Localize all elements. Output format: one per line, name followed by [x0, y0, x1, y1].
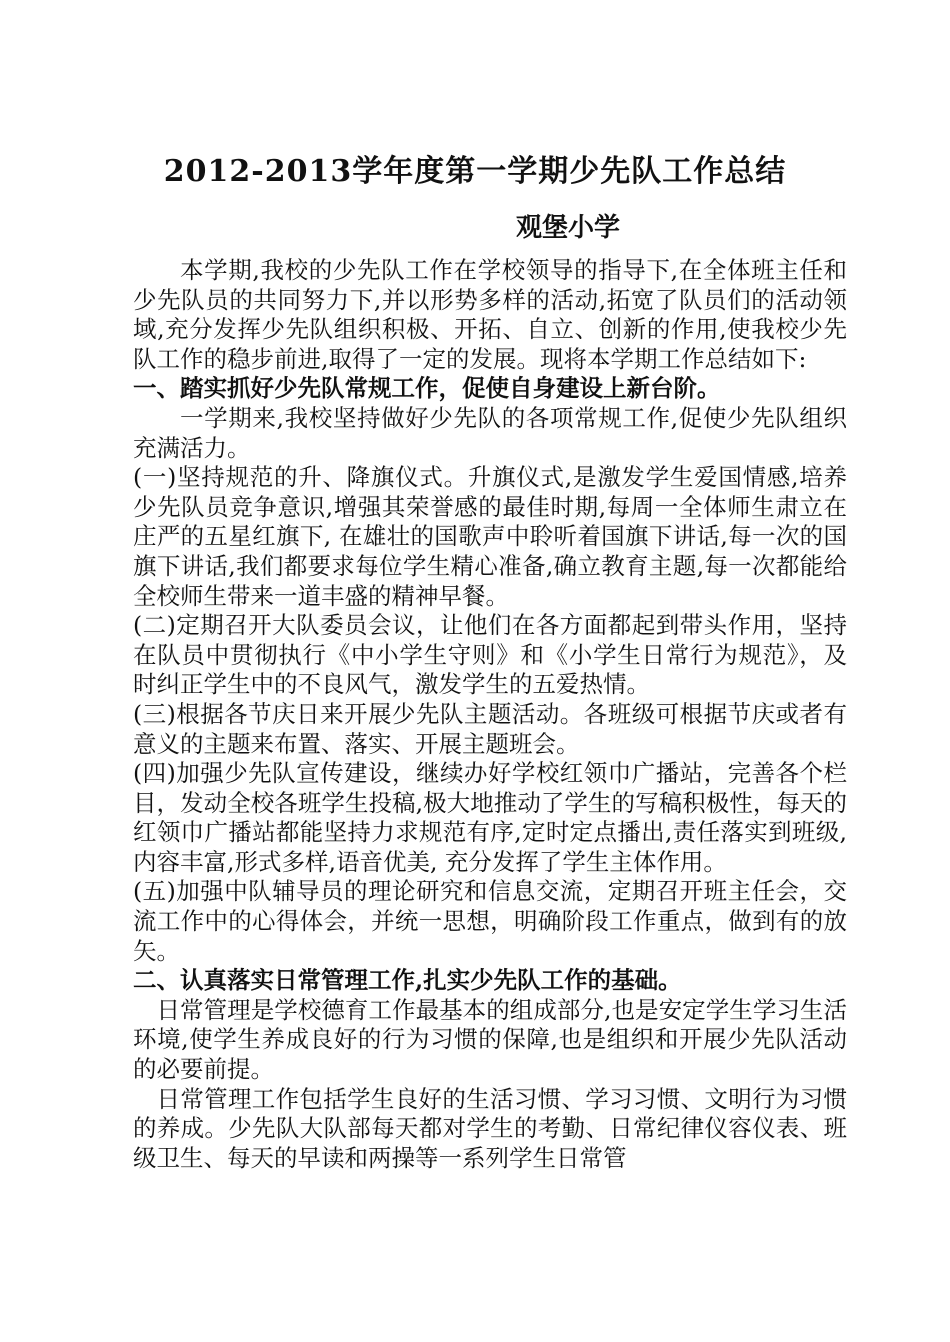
section-2-paragraph-1: 日常管理是学校德育工作最基本的组成部分,也是安定学生学习生活环境,使学生养成良好的行为习惯的保障,也是组织和开展少先队活动的必要前提。	[133, 995, 847, 1084]
section-2-paragraph-2: 日常管理工作包括学生良好的生活习惯、学习习惯、文明行为习惯的养成。少先队大队部每天都对学生的考勤、日常纪律仪容仪表、班级卫生、每天的早读和两操等一系列学生日常管	[133, 1084, 847, 1172]
item-3-paragraph: (三)根据各节庆日来开展少先队主题活动。各班级可根据节庆或者有意义的主题来布置、落实、开展主题班会。	[133, 699, 847, 758]
school-name: 观堡小学	[515, 213, 620, 243]
section-heading-1: 一、踏实抓好少先队常规工作，促使自身建设上新台阶。	[133, 374, 721, 403]
item-1-paragraph: (一)坚持规范的升、降旗仪式。升旗仪式,是激发学生爱国情感,培养少先队员竞争意识,增强其荣誉感的最佳时期,每周一全体师生肃立在庄严的五星红旗下, 在雄壮的国歌声中聆听着国旗下讲话,每一次的国旗下讲话,我们都要求每位学生精心准备,确立教育主题,每一次都能给全校师生带来一道丰盛的精神早餐。	[133, 463, 847, 610]
section-heading-2: 二、认真落实日常管理工作,扎实少先队工作的基础。	[133, 966, 682, 995]
section-1-intro-paragraph: 一学期来,我校坚持做好少先队的各项常规工作,促使少先队组织充满活力。	[133, 403, 847, 462]
document-body	[133, 256, 847, 1173]
item-2-paragraph: (二)定期召开大队委员会议，让他们在各方面都起到带头作用，坚持在队员中贯彻执行《中小学生守则》和《小学生日常行为规范》，及时纠正学生中的不良风气，激发学生的五爱热情。	[133, 611, 847, 699]
intro-paragraph: 本学期,我校的少先队工作在学校领导的指导下,在全体班主任和少先队员的共同努力下,并以形势多样的活动,拓宽了队员们的活动领域,充分发挥少先队组织积极、开拓、自立、创新的作用,使我校少先队工作的稳步前进,取得了一定的发展。现将本学期工作总结如下:	[133, 256, 847, 373]
document-title: 2012-2013学年度第一学期少先队工作总结	[163, 154, 787, 189]
item-5-paragraph: (五)加强中队辅导员的理论研究和信息交流，定期召开班主任会，交流工作中的心得体会，并统一思想，明确阶段工作重点，做到有的放矢。	[133, 877, 847, 965]
item-4-paragraph: (四)加强少先队宣传建设，继续办好学校红领巾广播站，完善各个栏目，发动全校各班学生投稿,极大地推动了学生的写稿积极性，每天的红领巾广播站都能坚持力求规范有序,定时定点播出,责任落实到班级,内容丰富,形式多样,语音优美, 充分发挥了学生主体作用。	[133, 759, 847, 876]
